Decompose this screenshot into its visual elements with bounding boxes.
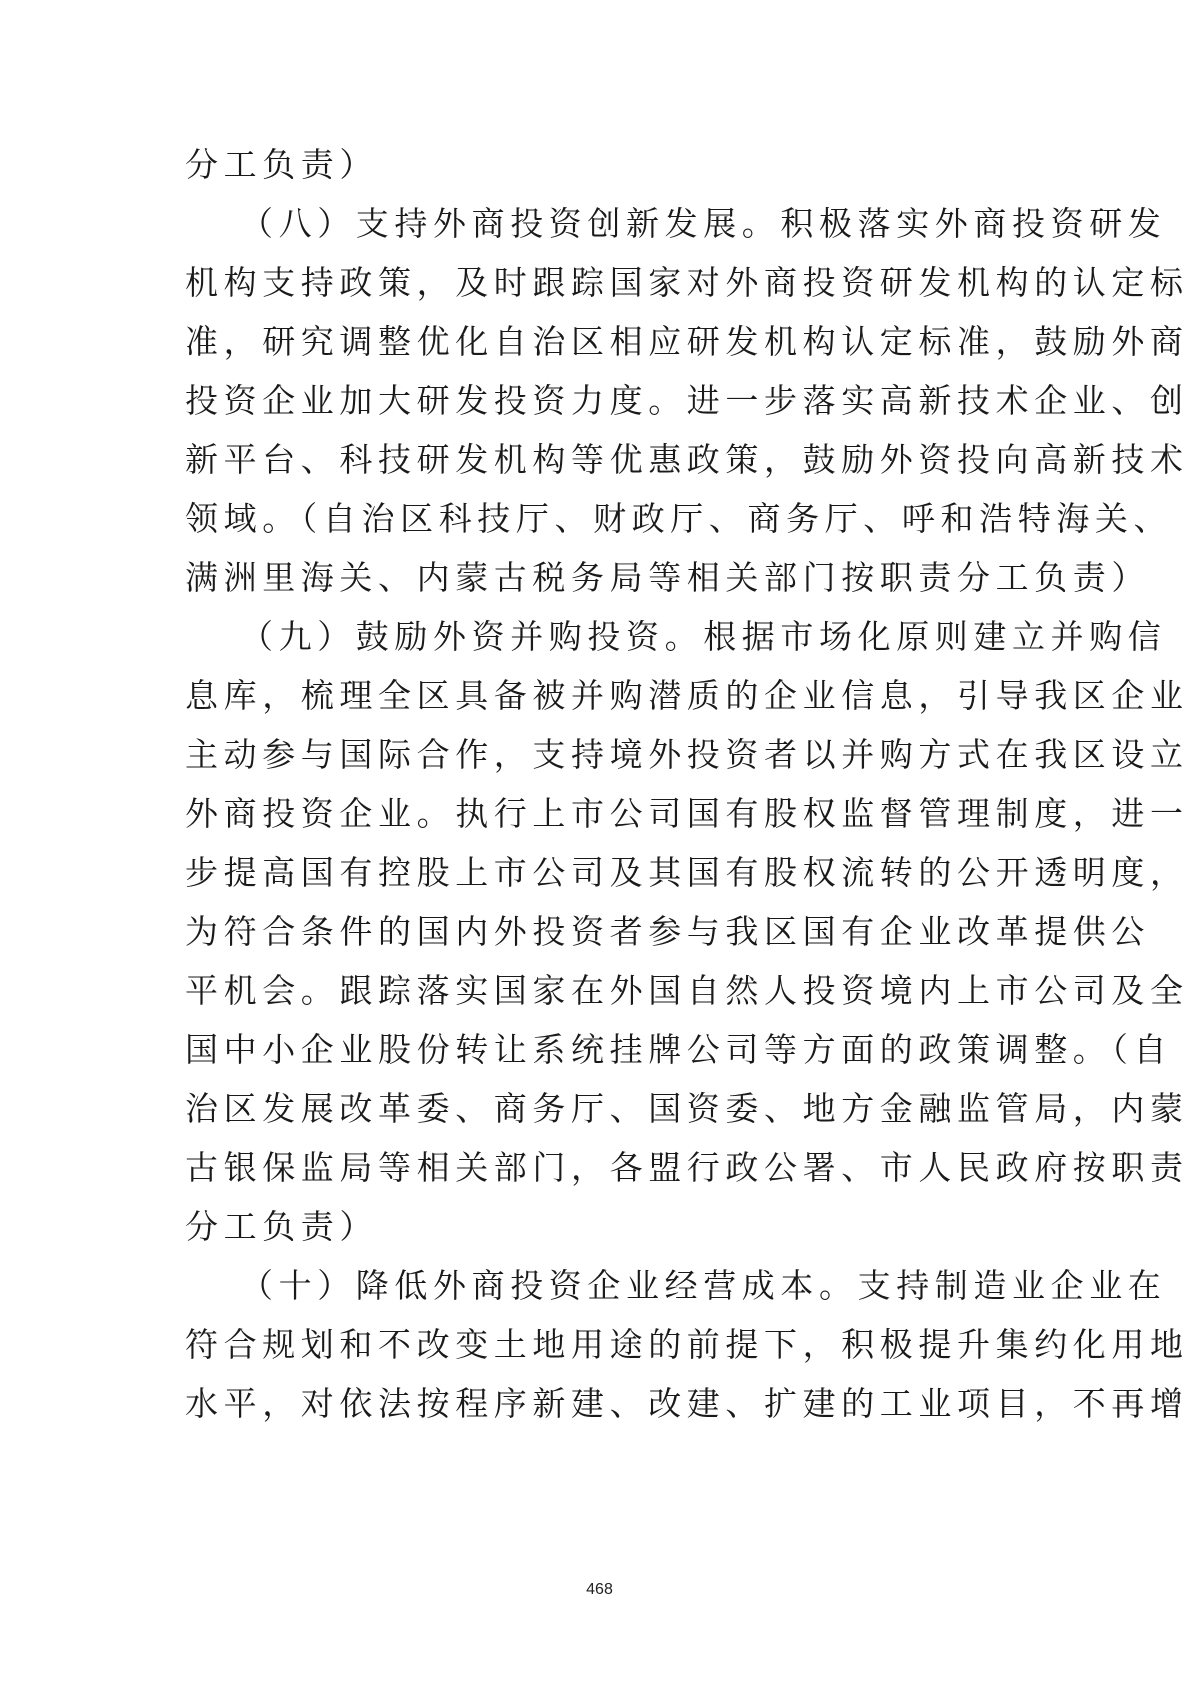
- text-line: （十）降低外商投资企业经营成本。支持制造业企业在: [240, 1266, 1167, 1305]
- text-line: 息库，梳理全区具备被并购潜质的企业信息，引导我区企业: [185, 676, 1189, 715]
- text-line: 领域。（自治区科技厅、财政厅、商务厅、呼和浩特海关、: [185, 499, 1173, 538]
- text-line: 满洲里海关、内蒙古税务局等相关部门按职责分工负责）: [185, 558, 1150, 597]
- text-line: 古银保监局等相关部门，各盟行政公署、市人民政府按职责: [185, 1148, 1189, 1187]
- text-line: 准，研究调整优化自治区相应研发机构认定标准，鼓励外商: [185, 322, 1189, 361]
- text-line: 符合规划和不改变土地用途的前提下，积极提升集约化用地: [185, 1325, 1189, 1364]
- text-line: 步提高国有控股上市公司及其国有股权流转的公开透明度，: [185, 853, 1189, 892]
- text-line: 平机会。跟踪落实国家在外国自然人投资境内上市公司及全: [185, 971, 1189, 1010]
- page-number: 468: [586, 1581, 613, 1598]
- text-line: 分工负责）: [185, 145, 378, 184]
- text-line: 水平，对依法按程序新建、改建、扩建的工业项目，不再增: [185, 1384, 1189, 1423]
- text-line: 投资企业加大研发投资力度。进一步落实高新技术企业、创: [185, 381, 1189, 420]
- text-line: 国中小企业股份转让系统挂牌公司等方面的政策调整。（自: [185, 1030, 1173, 1069]
- text-line: 新平台、科技研发机构等优惠政策，鼓励外资投向高新技术: [185, 440, 1189, 479]
- text-line: （九）鼓励外资并购投资。根据市场化原则建立并购信: [240, 617, 1167, 656]
- text-line: 治区发展改革委、商务厅、国资委、地方金融监管局，内蒙: [185, 1089, 1189, 1128]
- text-line: 机构支持政策，及时跟踪国家对外商投资研发机构的认定标: [185, 263, 1189, 302]
- text-line: 为符合条件的国内外投资者参与我区国有企业改革提供公: [185, 912, 1150, 951]
- text-line: 外商投资企业。执行上市公司国有股权监督管理制度，进一: [185, 794, 1189, 833]
- text-line: 主动参与国际合作，支持境外投资者以并购方式在我区设立: [185, 735, 1189, 774]
- text-line: （八）支持外商投资创新发展。积极落实外商投资研发: [240, 204, 1167, 243]
- text-line: 分工负责）: [185, 1207, 378, 1246]
